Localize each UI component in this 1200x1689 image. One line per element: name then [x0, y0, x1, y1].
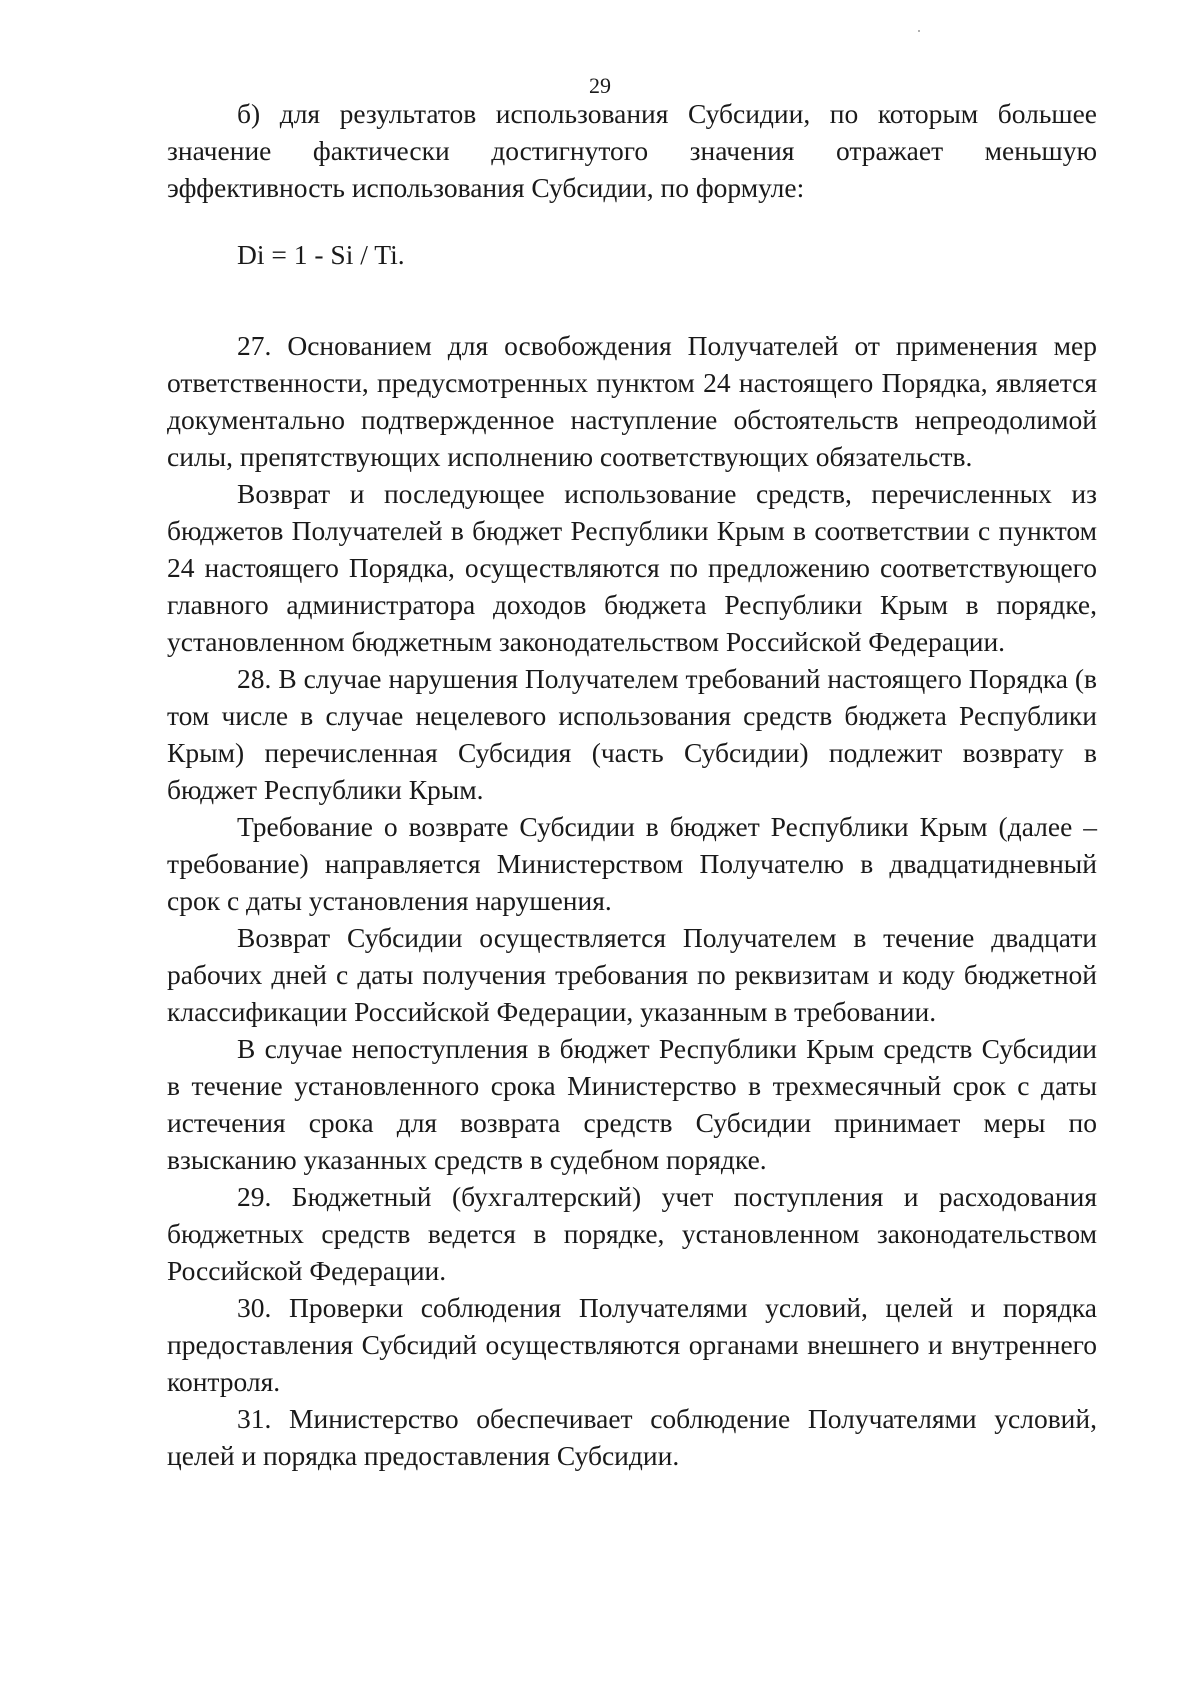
paragraph-28: 28. В случае нарушения Получателем требований настоящего Порядка (в том числе в случае нецелевого использования средств бюджета Республики Крым) перечисленная Субсидия (часть Субсидии) подлежит возврату в бюджет Республики Крым.: [167, 663, 1097, 805]
document-body: [167, 95, 1097, 1474]
paragraph-28-demand: Требование о возврате Субсидии в бюджет Республики Крым (далее – требование) направляется Министерством Получателю в двадцатидневный срок с даты установления нарушения.: [167, 811, 1097, 916]
scan-speck: [918, 30, 920, 32]
paragraph-27: 27. Основанием для освобождения Получателей от применения мер ответственности, предусмотренных пунктом 24 настоящего Порядка, является документально подтвержденное наступление обстоятельств непреодолимой силы, препятствующих исполнению соответствующих обязательств.: [167, 330, 1097, 472]
page-number: 29: [589, 73, 611, 98]
paragraph-30: 30. Проверки соблюдения Получателями условий, целей и порядка предоставления Субсидий осуществляются органами внешнего и внутреннего контроля.: [167, 1292, 1097, 1397]
paragraph-27-return: Возврат и последующее использование средств, перечисленных из бюджетов Получателей в бюджет Республики Крым в соответствии с пунктом 24 настоящего Порядка, осуществляются по предложению соответствующего главного администратора доходов бюджета Республики Крым в порядке, установленном бюджетным законодательством Российской Федерации.: [167, 478, 1097, 657]
paragraph-28-return: Возврат Субсидии осуществляется Получателем в течение двадцати рабочих дней с даты получения требования по реквизитам и коду бюджетной классификации Российской Федерации, указанным в требовании.: [167, 922, 1097, 1027]
formula: Di = 1 - Si / Ti.: [237, 239, 405, 270]
paragraph-31: 31. Министерство обеспечивает соблюдение Получателями условий, целей и порядка предоставления Субсидии.: [167, 1403, 1097, 1471]
paragraph-28-court: В случае непоступления в бюджет Республики Крым средств Субсидии в течение установленного срока Министерство в трехмесячный срок с даты истечения срока для возврата средств Субсидии принимает меры по взысканию указанных средств в судебном порядке.: [167, 1033, 1097, 1175]
paragraph-b: б) для результатов использования Субсидии, по которым большее значение фактически достигнутого значения отражает меньшую эффективность использования Субсидии, по формуле:: [167, 98, 1097, 203]
paragraph-29: 29. Бюджетный (бухгалтерский) учет поступления и расходования бюджетных средств ведется в порядке, установленном законодательством Российской Федерации.: [167, 1181, 1097, 1286]
